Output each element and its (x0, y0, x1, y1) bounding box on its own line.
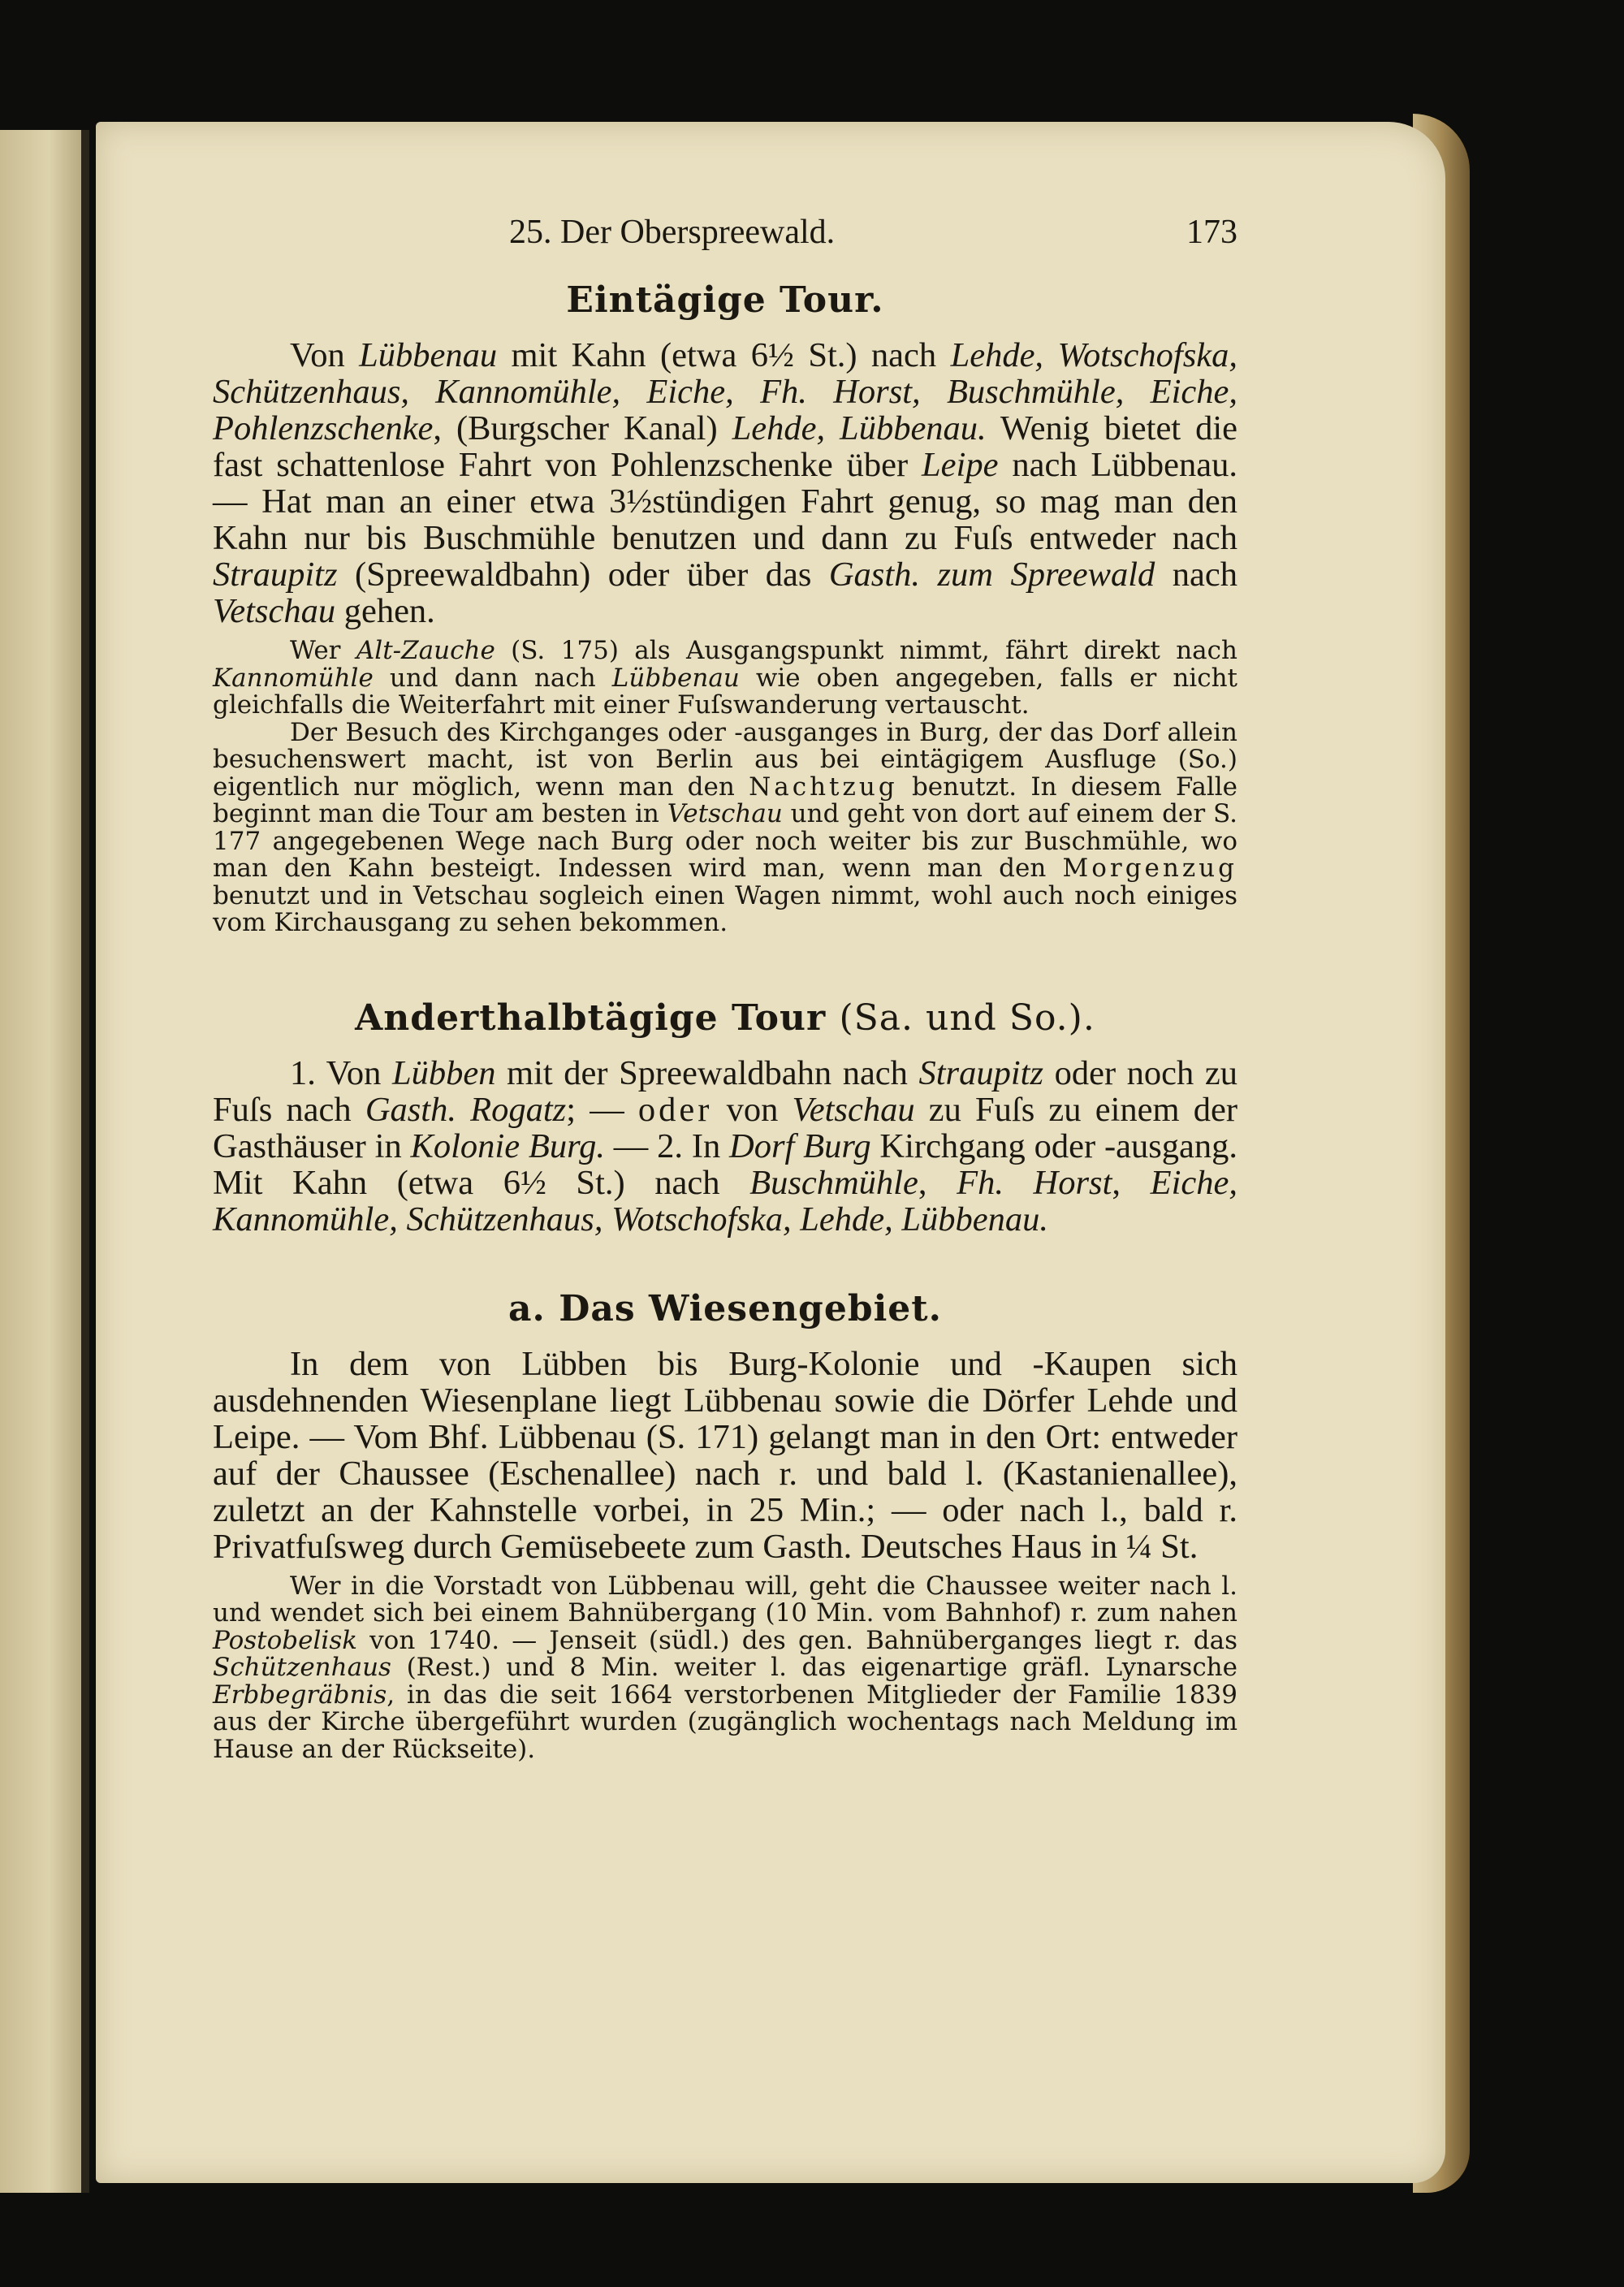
italic-run: Erbbegräbnis (213, 1680, 387, 1710)
text-run: von 1740. — Jenseit (südl.) des gen. Bahnüberganges liegt r. das (357, 1625, 1237, 1655)
italic-run: Vetschau (667, 799, 783, 828)
italic-run: Vetschau (213, 592, 336, 630)
text-run: — 2. In (604, 1126, 730, 1165)
text-run: benutzt und in Vetschau sogleich einen Wagen nimmt, wohl auch noch einiges vom Kirchausgang zu sehen bekommen. (213, 880, 1237, 937)
text-run: (S. 175) als Ausgangspunkt nimmt, fährt direkt nach (495, 636, 1237, 665)
footnote-kirchgang (213, 717, 1238, 937)
italic-run: Dorf Burg (729, 1126, 871, 1165)
text-run: Wer (290, 636, 356, 665)
page-number: 173 (1186, 214, 1237, 251)
heading-note: (Sa. und So.). (839, 997, 1095, 1039)
italic-run: Postobelisk (213, 1625, 358, 1655)
italic-run: Kannomühle (213, 663, 374, 693)
text-run: mit der Spreewaldbahn nach (495, 1053, 919, 1092)
text-run: (Spreewaldbahn) oder über das (337, 556, 829, 594)
spaced-run: oder (637, 1090, 713, 1129)
italic-run: Lübbenau (611, 663, 740, 693)
text-run: wie oben angegeben, falls er nicht gleichfalls die Weiterfahrt mit einer Fuſswanderung vertauscht. (213, 663, 1237, 720)
text-run: von (712, 1090, 793, 1129)
italic-run: Gasth. Rogatz (365, 1090, 567, 1129)
footnote-alt-zauche (213, 638, 1237, 720)
italic-run: Eiche, Kannomühle, Schützenhaus, Wotschofska, Lehde, Lübbenau. (213, 1163, 1238, 1239)
text-run: , (1112, 1163, 1151, 1202)
spaced-run: Morgenzug (1062, 854, 1237, 883)
footnote-vorstadt (213, 1573, 1237, 1764)
text-run: Von (290, 336, 360, 374)
chapter-title: 25. Der Oberspreewald. (509, 214, 836, 251)
text-run: ; — (566, 1090, 638, 1129)
text-run: In dem von Lübben bis Burg-Kolonie und -Kaupen sich ausdehnenden Wiesenplane liegt Lübbenau sowie die Dörfer Lehde und Leipe. — Vom Bhf. Lübbenau (S. 171) gelangt man in den Ort: entweder auf der Chaussee (Eschenallee) nach r. und bald l. (Kastanienallee), zuletzt an der Kahnstelle vorbei, in 25 Min.; — oder nach l., bald r. Privatfuſsweg durch Gemüsebeete zum Gasth. Deutsches Haus in ¼ St. (213, 1344, 1237, 1566)
text-run: 1. Von (290, 1053, 392, 1092)
italic-run: Lehde, Wotschofska, Schützenhaus, Kannomühle, Eiche, Fh. Horst, Buschmühle, Eiche, Pohlenzschenke (213, 336, 1237, 447)
text-run: nach Lübbenau. — Hat man an einer etwa 3½stündigen Fahrt genug, so mag man den Kahn nur bis Buschmühle benutzen und dann zu Fuſs entweder nach (213, 446, 1237, 557)
text-run: Wer in die Vorstadt von Lübbenau will, geht die Chaussee weiter nach l. und wendet sich bei einem Bahnübergang (10 Min. vom Bahnhof) r. zum nahen (213, 1571, 1237, 1628)
text-run: und geht von dort auf einem der S. 177 angegebenen Wege nach Burg oder noch weiter bis zur Buschmühle, wo man den Kahn besteigt. Indessen wird man, wenn man den (213, 799, 1238, 883)
paragraph-wiesengebiet (213, 1346, 1237, 1565)
text-run: (Rest.) und 8 Min. weiter l. das eigenartige gräfl. Lynarsche (391, 1653, 1237, 1682)
text-run: und dann nach (373, 663, 612, 693)
heading-text: Anderthalbtägige Tour (355, 997, 827, 1039)
text-run: benutzt. In diesem Falle beginnt man die Tour am besten in (213, 772, 1237, 828)
italic-run: Schützenhaus (213, 1653, 391, 1682)
italic-run: Fh. Horst (957, 1163, 1112, 1202)
facing-page-edge (0, 130, 89, 2193)
paragraph-eintaegige-tour (213, 337, 1237, 629)
italic-run: Straupitz (213, 556, 338, 594)
text-run: , (918, 1163, 957, 1202)
section-heading-anderthalbtaegige-tour (213, 997, 1237, 1039)
italic-run: Lehde, Lübbenau. (732, 409, 987, 447)
page-content (213, 213, 1237, 1763)
italic-run: Alt-Zauche (356, 636, 495, 665)
text-run: , (Burgscher Kanal) (433, 409, 732, 447)
text-run: oder noch zu Fuſs nach (213, 1053, 1237, 1129)
italic-run: Buschmühle (749, 1163, 918, 1202)
italic-run: Vetschau (792, 1090, 915, 1129)
text-run: Der Besuch des Kirchganges oder -ausganges in Burg, der das Dorf allein besuchenswert macht, ist von Berlin aus bei eintägigem Ausfluge (So.) eigentlich nur möglich, wenn man den (213, 717, 1237, 802)
text-run: gehen. (335, 592, 435, 630)
italic-run: Leipe (922, 446, 999, 484)
italic-run: Lübbenau (359, 336, 498, 374)
text-run: mit Kahn (etwa 6½ St.) nach (497, 336, 951, 374)
section-heading-wiesengebiet: a. Das Wiesengebiet. (508, 1287, 942, 1329)
text-run: zu Fuſs zu einem der Gasthäuser in (213, 1090, 1238, 1165)
italic-run: Gasth. zum Spreewald (828, 556, 1155, 594)
section-heading-eintaegige-tour: Eintägige Tour. (566, 279, 884, 321)
italic-run: Lübben (391, 1053, 496, 1092)
spaced-run: Nachtzug (749, 772, 898, 802)
paragraph-anderthalbtaegige-tour (213, 1055, 1237, 1238)
text-run: Kirchgang oder -ausgang. Mit Kahn (etwa 6½ St.) nach (213, 1126, 1237, 1202)
text-run: Wenig bietet die fast schattenlose Fahrt von Pohlenzschenke über (213, 409, 1237, 484)
text-run: nach (1155, 556, 1237, 594)
running-head (213, 213, 1237, 262)
italic-run: Kolonie Burg. (410, 1126, 605, 1165)
italic-run: Straupitz (918, 1053, 1044, 1092)
text-run: , in das die seit 1664 verstorbenen Mitglieder der Familie 1839 aus der Kirche übergeführt wurden (zugänglich wochentags nach Meldung im Hause an der Rückseite). (213, 1680, 1237, 1764)
spacer (213, 937, 1237, 979)
spacer (213, 1238, 1237, 1270)
